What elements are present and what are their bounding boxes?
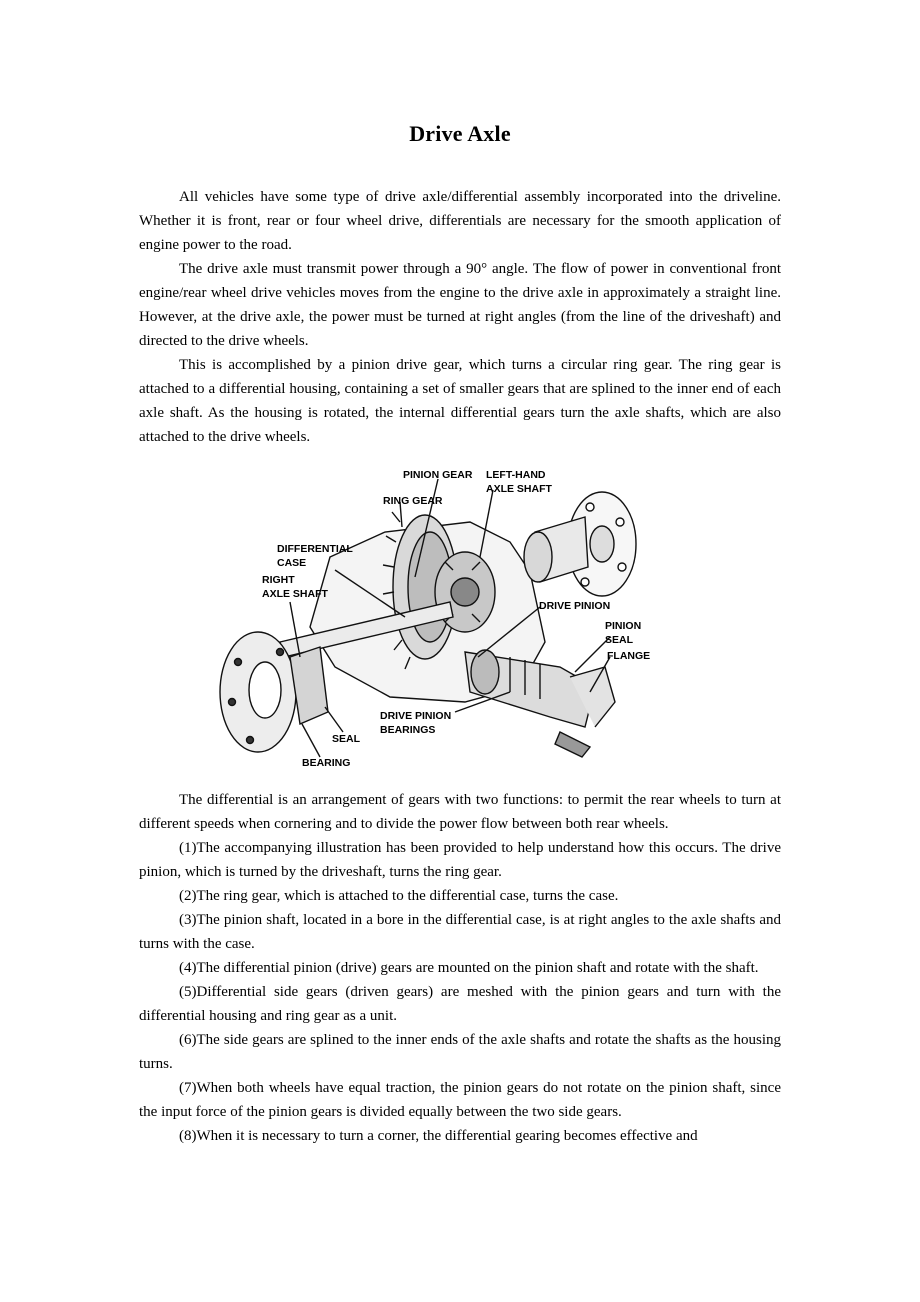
paragraph: (4)The differential pinion (drive) gears are mounted on the pinion shaft and rotate with the shaft. (179, 960, 759, 976)
label-flange: FLANGE (607, 650, 651, 662)
paragraph: This is accomplished by a pinion drive gear, which turns a circular ring gear. The ring gear is attached to a differential housing, containing a set of smaller gears that are splined to the inner end of each axle shaft. As the housing is rotated, the internal differential gears turn the axle shafts, which are also attached to the drive wheels. (139, 357, 781, 445)
label-case: CASE (277, 557, 307, 569)
paragraph: (6)The side gears are splined to the inner ends of the axle shafts and rotate the shafts as the housing turns. (139, 1032, 781, 1072)
paragraph: The drive axle must transmit power through a 90° angle. The flow of power in conventional front engine/rear wheel drive vehicles moves from the engine to the drive axle in approximately a straight line. However, at the drive axle, the power must be turned at right angles (from the line of the driveshaft) and directed to the drive wheels. (139, 261, 781, 349)
label-pinion: PINION (605, 620, 642, 632)
differential-diagram (210, 462, 660, 777)
label-ring-gear: RING GEAR (383, 495, 443, 507)
label-drive-pinion: DRIVE PINION (539, 600, 611, 612)
page-title: Drive Axle (409, 121, 511, 146)
paragraph: The differential is an arrangement of gears with two functions: to permit the rear wheels to turn at different speeds when cornering and to divide the power flow between both rear wheels. (139, 792, 781, 832)
label-left-axle-shaft: AXLE SHAFT (486, 483, 552, 495)
paragraph: (8)When it is necessary to turn a corner, the differential gearing becomes effective and (179, 1128, 698, 1144)
intro-text (139, 185, 781, 449)
label-bearing: BEARING (302, 757, 351, 769)
label-right: RIGHT (262, 574, 295, 586)
body-text (139, 788, 781, 1148)
label-seal: SEAL (332, 733, 361, 745)
paragraph: (5)Differential side gears (driven gears) are meshed with the pinion gears and turn with the differential housing and ring gear as a unit. (139, 984, 781, 1024)
label-differential: DIFFERENTIAL (277, 543, 353, 555)
label-drive-pinion-bearings-1: DRIVE PINION (380, 710, 452, 722)
paragraph: (7)When both wheels have equal traction, the pinion gears do not rotate on the pinion shaft, since the input force of the pinion gears is divided equally between the two side gears. (139, 1080, 781, 1120)
label-pinion-gear: PINION GEAR (403, 469, 473, 481)
paragraph: (1)The accompanying illustration has been provided to help understand how this occurs. The drive pinion, which is turned by the driveshaft, turns the ring gear. (139, 840, 781, 880)
label-right-axle-shaft: AXLE SHAFT (262, 588, 328, 600)
paragraph: All vehicles have some type of drive axle/differential assembly incorporated into the driveline. Whether it is front, rear or four wheel drive, differentials are necessary for the smooth application of engine power to the road. (139, 189, 781, 253)
paragraph: (3)The pinion shaft, located in a bore in the differential case, is at right angles to the axle shafts and turns with the case. (139, 912, 781, 952)
label-seal-pinion: SEAL (605, 634, 634, 646)
label-left-hand: LEFT-HAND (486, 469, 546, 481)
label-drive-pinion-bearings-2: BEARINGS (380, 724, 436, 736)
paragraph: (2)The ring gear, which is attached to the differential case, turns the case. (179, 888, 619, 904)
drive-axle-illustration (210, 462, 660, 777)
